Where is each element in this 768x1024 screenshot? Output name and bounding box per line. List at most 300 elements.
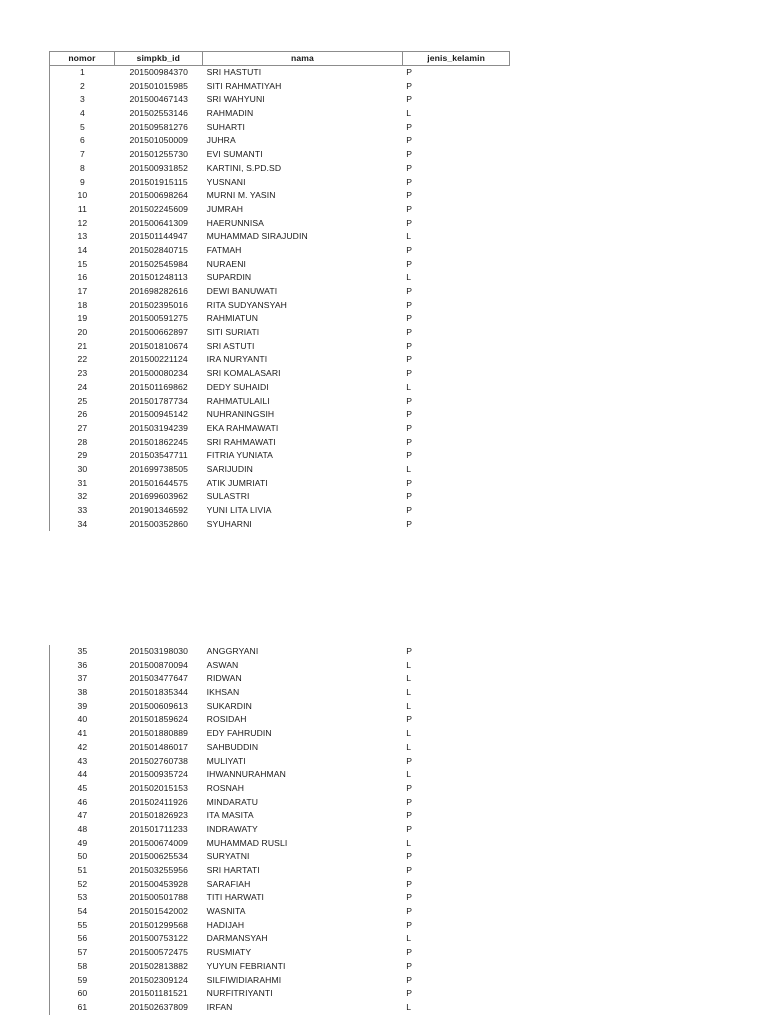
cell-simpkb-id: 201500221124 bbox=[129, 354, 188, 365]
cell-nama: SILFIWIDIARAHMI bbox=[206, 974, 282, 985]
table-row bbox=[49, 504, 510, 518]
table-row bbox=[49, 230, 510, 244]
cell-nama: SYUHARNI bbox=[206, 518, 252, 529]
cell-simpkb-id: 201503477647 bbox=[129, 673, 189, 684]
table-row bbox=[49, 148, 510, 162]
cell-nama: FATMAH bbox=[206, 244, 242, 255]
cell-simpkb-id: 201699738505 bbox=[129, 463, 189, 474]
cell-simpkb-id: 201500591275 bbox=[129, 313, 189, 324]
cell-nama: JUHRA bbox=[206, 135, 236, 146]
cell-nama: SRI HASTUTI bbox=[206, 67, 262, 77]
cell-nama: JUMRAH bbox=[206, 203, 244, 214]
cell-jenis-kelamin: L bbox=[406, 1001, 412, 1012]
cell-jenis-kelamin: P bbox=[406, 409, 413, 420]
cell-jenis-kelamin: P bbox=[406, 286, 413, 296]
table-row bbox=[49, 672, 510, 686]
cell-nomor: 41 bbox=[77, 728, 88, 739]
table-row bbox=[49, 312, 510, 326]
cell-nomor: 52 bbox=[77, 878, 88, 889]
cell-nama: SARAFIAH bbox=[206, 878, 251, 889]
table-row bbox=[49, 891, 510, 905]
cell-nama: SULASTRI bbox=[206, 491, 250, 502]
cell-jenis-kelamin: P bbox=[406, 217, 413, 228]
table-row bbox=[49, 974, 510, 988]
header-jenis-kelamin: jenis_kelamin bbox=[403, 52, 510, 65]
cell-simpkb-id: 201501862245 bbox=[129, 436, 189, 447]
table-row bbox=[49, 463, 510, 477]
table-row bbox=[49, 645, 510, 659]
cell-nomor: 34 bbox=[77, 518, 88, 529]
table-body bbox=[49, 645, 510, 1015]
cell-nama: SRI ASTUTI bbox=[206, 340, 255, 351]
cell-nama: SRI RAHMAWATI bbox=[206, 436, 276, 447]
cell-nomor: 8 bbox=[79, 162, 85, 173]
cell-simpkb-id: 201500352860 bbox=[129, 518, 189, 529]
cell-simpkb-id: 201503198030 bbox=[129, 646, 189, 656]
cell-nomor: 57 bbox=[77, 947, 88, 958]
cell-nomor: 33 bbox=[77, 505, 88, 515]
cell-nomor: 5 bbox=[79, 121, 85, 132]
cell-nomor: 48 bbox=[77, 823, 88, 834]
cell-nama: RAHMIATUN bbox=[206, 313, 259, 324]
cell-jenis-kelamin: P bbox=[406, 988, 413, 999]
cell-jenis-kelamin: P bbox=[406, 94, 413, 105]
cell-nomor: 7 bbox=[79, 149, 85, 160]
cell-simpkb-id: 201501810674 bbox=[129, 340, 189, 351]
cell-nomor: 50 bbox=[77, 851, 88, 862]
cell-nomor: 23 bbox=[77, 368, 88, 379]
cell-jenis-kelamin: P bbox=[406, 477, 413, 488]
table-row bbox=[49, 353, 510, 367]
cell-nama: EKA RAHMAWATI bbox=[206, 422, 279, 433]
cell-nama: IRFAN bbox=[206, 1001, 233, 1012]
table-page-1 bbox=[49, 51, 510, 531]
cell-simpkb-id: 201501711233 bbox=[129, 823, 188, 834]
table-row bbox=[49, 271, 510, 285]
cell-nomor: 12 bbox=[77, 217, 88, 228]
cell-jenis-kelamin: L bbox=[406, 687, 412, 698]
cell-nomor: 47 bbox=[77, 810, 88, 821]
table-row bbox=[49, 367, 510, 381]
table-row bbox=[49, 755, 510, 769]
cell-nomor: 40 bbox=[77, 714, 88, 725]
cell-jenis-kelamin: P bbox=[406, 491, 413, 502]
cell-nama: YUNI LITA LIVIA bbox=[206, 505, 272, 515]
cell-simpkb-id: 201500467143 bbox=[129, 94, 189, 105]
cell-nomor: 28 bbox=[77, 436, 88, 447]
cell-simpkb-id: 201501644575 bbox=[129, 477, 189, 488]
cell-nomor: 9 bbox=[79, 176, 85, 187]
cell-nama: INDRAWATY bbox=[206, 823, 258, 834]
cell-simpkb-id: 201698282616 bbox=[129, 286, 189, 296]
table-body bbox=[49, 66, 510, 531]
cell-jenis-kelamin: L bbox=[406, 463, 412, 474]
cell-jenis-kelamin: P bbox=[406, 796, 413, 807]
cell-nama: SITI SURIATI bbox=[206, 327, 260, 338]
cell-simpkb-id: 201500572475 bbox=[129, 947, 189, 958]
cell-simpkb-id: 201500609613 bbox=[129, 700, 189, 711]
cell-simpkb-id: 201503194239 bbox=[129, 422, 189, 433]
cell-simpkb-id: 201509581276 bbox=[129, 121, 189, 132]
cell-jenis-kelamin: L bbox=[406, 728, 412, 739]
cell-nomor: 29 bbox=[77, 450, 88, 461]
cell-nama: SITI RAHMATIYAH bbox=[206, 80, 282, 91]
cell-nomor: 44 bbox=[77, 769, 88, 780]
cell-nomor: 19 bbox=[77, 313, 88, 324]
cell-simpkb-id: 201500641309 bbox=[129, 217, 189, 228]
cell-simpkb-id: 201699603962 bbox=[129, 491, 189, 502]
cell-jenis-kelamin: P bbox=[406, 919, 413, 930]
cell-nama: DEDY SUHAIDI bbox=[206, 381, 269, 392]
cell-jenis-kelamin: P bbox=[406, 368, 413, 379]
table-row bbox=[49, 203, 510, 217]
table-row bbox=[49, 326, 510, 340]
cell-simpkb-id: 201500698264 bbox=[129, 190, 189, 201]
table-row bbox=[49, 107, 510, 121]
cell-nomor: 2 bbox=[79, 80, 85, 91]
cell-jenis-kelamin: P bbox=[406, 714, 413, 725]
cell-nomor: 36 bbox=[77, 659, 88, 670]
cell-nama: ROSIDAH bbox=[206, 714, 247, 725]
cell-nama: SUHARTI bbox=[206, 121, 245, 132]
cell-nama: MUHAMMAD RUSLI bbox=[206, 837, 288, 848]
cell-nama: FITRIA YUNIATA bbox=[206, 450, 274, 461]
cell-jenis-kelamin: L bbox=[406, 741, 412, 752]
cell-simpkb-id: 201501181521 bbox=[129, 988, 188, 999]
cell-simpkb-id: 201502545984 bbox=[129, 258, 189, 269]
table-row bbox=[49, 713, 510, 727]
cell-nomor: 46 bbox=[77, 796, 88, 807]
cell-jenis-kelamin: P bbox=[406, 395, 413, 406]
cell-nama: RAHMADIN bbox=[206, 108, 254, 119]
cell-nomor: 35 bbox=[77, 646, 88, 656]
cell-nama: DARMANSYAH bbox=[206, 933, 268, 944]
cell-jenis-kelamin: P bbox=[406, 436, 413, 447]
table-row bbox=[49, 946, 510, 960]
cell-nama: RUSMIATY bbox=[206, 947, 252, 958]
table-row bbox=[49, 340, 510, 354]
table-row bbox=[49, 477, 510, 491]
cell-nama: RAHMATULAILI bbox=[206, 395, 270, 406]
cell-nomor: 60 bbox=[77, 988, 88, 999]
table-row bbox=[49, 176, 510, 190]
cell-simpkb-id: 201501169862 bbox=[129, 381, 188, 392]
cell-nama: YUYUN FEBRIANTI bbox=[206, 960, 286, 971]
cell-nama: HADIJAH bbox=[206, 919, 245, 930]
cell-jenis-kelamin: P bbox=[406, 518, 413, 529]
table-row bbox=[49, 919, 510, 933]
cell-jenis-kelamin: P bbox=[406, 340, 413, 351]
table-row bbox=[49, 189, 510, 203]
cell-nomor: 51 bbox=[77, 865, 88, 875]
cell-jenis-kelamin: P bbox=[406, 505, 413, 515]
cell-nomor: 17 bbox=[77, 286, 88, 296]
cell-nomor: 38 bbox=[77, 687, 88, 698]
cell-simpkb-id: 201501144947 bbox=[129, 231, 188, 242]
cell-simpkb-id: 201500984370 bbox=[129, 67, 189, 77]
cell-nama: RIDWAN bbox=[206, 673, 242, 684]
cell-nomor: 32 bbox=[77, 491, 88, 502]
cell-simpkb-id: 201501542002 bbox=[129, 906, 189, 917]
cell-nama: SUPARDIN bbox=[206, 272, 252, 283]
cell-nomor: 49 bbox=[77, 837, 88, 848]
table-row bbox=[49, 121, 510, 135]
cell-nama: IRA NURYANTI bbox=[206, 354, 268, 365]
cell-nomor: 4 bbox=[79, 108, 85, 119]
cell-nomor: 45 bbox=[77, 782, 88, 793]
cell-jenis-kelamin: P bbox=[406, 299, 413, 310]
cell-jenis-kelamin: P bbox=[406, 203, 413, 214]
cell-jenis-kelamin: P bbox=[406, 258, 413, 269]
cell-jenis-kelamin: P bbox=[406, 906, 413, 917]
cell-simpkb-id: 201501050009 bbox=[129, 135, 189, 146]
cell-nama: SARIJUDIN bbox=[206, 463, 253, 474]
cell-nomor: 39 bbox=[77, 700, 88, 711]
table-row bbox=[49, 809, 510, 823]
cell-jenis-kelamin: P bbox=[406, 244, 413, 255]
cell-nama: MULIYATI bbox=[206, 755, 246, 766]
cell-nama: NUHRANINGSIH bbox=[206, 409, 275, 420]
table-row bbox=[49, 960, 510, 974]
cell-nomor: 6 bbox=[79, 135, 85, 146]
cell-jenis-kelamin: P bbox=[406, 162, 413, 173]
cell-simpkb-id: 201501880889 bbox=[129, 728, 189, 739]
cell-nomor: 15 bbox=[77, 258, 88, 269]
header-nomor: nomor bbox=[50, 52, 115, 65]
table-row bbox=[49, 217, 510, 231]
cell-nomor: 56 bbox=[77, 933, 88, 944]
cell-simpkb-id: 201502760738 bbox=[129, 755, 189, 766]
cell-nama: SRI WAHYUNI bbox=[206, 94, 265, 105]
cell-jenis-kelamin: L bbox=[406, 769, 412, 780]
cell-jenis-kelamin: L bbox=[406, 108, 412, 119]
cell-nomor: 24 bbox=[77, 381, 88, 392]
cell-nomor: 13 bbox=[77, 231, 88, 242]
cell-nomor: 1 bbox=[79, 67, 85, 77]
cell-simpkb-id: 201501915115 bbox=[129, 176, 188, 187]
cell-nomor: 59 bbox=[77, 974, 88, 985]
cell-jenis-kelamin: P bbox=[406, 450, 413, 461]
cell-simpkb-id: 201502245609 bbox=[129, 203, 189, 214]
cell-nama: ROSNAH bbox=[206, 782, 245, 793]
table-row bbox=[49, 490, 510, 504]
cell-nomor: 42 bbox=[77, 741, 88, 752]
table-row bbox=[49, 727, 510, 741]
table-row bbox=[49, 768, 510, 782]
cell-jenis-kelamin: P bbox=[406, 80, 413, 91]
cell-simpkb-id: 201500662897 bbox=[129, 327, 189, 338]
cell-nama: RITA SUDYANSYAH bbox=[206, 299, 287, 310]
cell-nomor: 26 bbox=[77, 409, 88, 420]
cell-jenis-kelamin: L bbox=[406, 673, 412, 684]
cell-simpkb-id: 201501255730 bbox=[129, 149, 189, 160]
cell-jenis-kelamin: P bbox=[406, 892, 413, 903]
cell-jenis-kelamin: P bbox=[406, 327, 413, 338]
cell-nama: YUSNANI bbox=[206, 176, 246, 187]
cell-jenis-kelamin: P bbox=[406, 878, 413, 889]
cell-simpkb-id: 201500453928 bbox=[129, 878, 189, 889]
cell-simpkb-id: 201501248113 bbox=[129, 272, 188, 283]
cell-jenis-kelamin: P bbox=[406, 947, 413, 958]
table-row bbox=[49, 436, 510, 450]
cell-nama: HAERUNNISA bbox=[206, 217, 265, 228]
cell-jenis-kelamin: P bbox=[406, 67, 413, 77]
table-row bbox=[49, 299, 510, 313]
table-row bbox=[49, 381, 510, 395]
table-row bbox=[49, 686, 510, 700]
cell-jenis-kelamin: P bbox=[406, 865, 413, 875]
cell-nama: NURFITRIYANTI bbox=[206, 988, 273, 999]
table-row bbox=[49, 422, 510, 436]
cell-jenis-kelamin: L bbox=[406, 659, 412, 670]
cell-jenis-kelamin: P bbox=[406, 135, 413, 146]
cell-simpkb-id: 201500625534 bbox=[129, 851, 189, 862]
cell-jenis-kelamin: L bbox=[406, 231, 412, 242]
cell-nama: SUKARDIN bbox=[206, 700, 252, 711]
cell-jenis-kelamin: L bbox=[406, 272, 412, 283]
cell-simpkb-id: 201503255956 bbox=[129, 865, 189, 875]
cell-nomor: 21 bbox=[77, 340, 88, 351]
table-row bbox=[49, 80, 510, 94]
cell-jenis-kelamin: P bbox=[406, 974, 413, 985]
table-row bbox=[49, 782, 510, 796]
table-row bbox=[49, 878, 510, 892]
table-header bbox=[49, 51, 510, 66]
cell-jenis-kelamin: L bbox=[406, 700, 412, 711]
cell-simpkb-id: 201901346592 bbox=[129, 505, 189, 515]
cell-jenis-kelamin: P bbox=[406, 176, 413, 187]
cell-jenis-kelamin: P bbox=[406, 851, 413, 862]
cell-simpkb-id: 201500935724 bbox=[129, 769, 189, 780]
cell-nomor: 61 bbox=[77, 1001, 88, 1012]
cell-nama: KARTINI, S.PD.SD bbox=[206, 162, 282, 173]
cell-nama: ANGGRYANI bbox=[206, 646, 259, 656]
cell-simpkb-id: 201502637809 bbox=[129, 1001, 189, 1012]
table-row bbox=[49, 258, 510, 272]
cell-nomor: 27 bbox=[77, 422, 88, 433]
cell-simpkb-id: 201501835344 bbox=[129, 687, 189, 698]
table-row bbox=[49, 932, 510, 946]
cell-nama: NURAENI bbox=[206, 258, 247, 269]
cell-nama: WASNITA bbox=[206, 906, 246, 917]
cell-jenis-kelamin: P bbox=[406, 810, 413, 821]
cell-simpkb-id: 201502813882 bbox=[129, 960, 189, 971]
cell-jenis-kelamin: P bbox=[406, 149, 413, 160]
cell-jenis-kelamin: P bbox=[406, 646, 413, 656]
cell-nomor: 43 bbox=[77, 755, 88, 766]
cell-nomor: 53 bbox=[77, 892, 88, 903]
table-row bbox=[49, 659, 510, 673]
cell-simpkb-id: 201501486017 bbox=[129, 741, 189, 752]
cell-nama: SRI HARTATI bbox=[206, 865, 260, 875]
cell-nomor: 14 bbox=[77, 244, 88, 255]
header-simpkb-id: simpkb_id bbox=[115, 52, 203, 65]
table-row bbox=[49, 518, 510, 532]
cell-nama: EVI SUMANTI bbox=[206, 149, 263, 160]
cell-nama: ATIK JUMRIATI bbox=[206, 477, 268, 488]
cell-nomor: 20 bbox=[77, 327, 88, 338]
cell-nomor: 25 bbox=[77, 395, 88, 406]
cell-simpkb-id: 201500080234 bbox=[129, 368, 189, 379]
cell-simpkb-id: 201502553146 bbox=[129, 108, 189, 119]
table-row bbox=[49, 244, 510, 258]
table-row bbox=[49, 741, 510, 755]
cell-simpkb-id: 201503547711 bbox=[129, 450, 188, 461]
cell-jenis-kelamin: P bbox=[406, 121, 413, 132]
cell-nomor: 16 bbox=[77, 272, 88, 283]
table-row bbox=[49, 408, 510, 422]
cell-nama: ASWAN bbox=[206, 659, 239, 670]
cell-simpkb-id: 201500501788 bbox=[129, 892, 189, 903]
cell-jenis-kelamin: P bbox=[406, 354, 413, 365]
table-row bbox=[49, 864, 510, 878]
cell-jenis-kelamin: P bbox=[406, 190, 413, 201]
table-row bbox=[49, 796, 510, 810]
table-row bbox=[49, 700, 510, 714]
cell-nama: SAHBUDDIN bbox=[206, 741, 259, 752]
cell-jenis-kelamin: L bbox=[406, 837, 412, 848]
cell-simpkb-id: 201502309124 bbox=[129, 974, 189, 985]
header-nama: nama bbox=[203, 52, 404, 65]
cell-nama: MURNI M. YASIN bbox=[206, 190, 276, 201]
table-page-2 bbox=[49, 645, 510, 1015]
table-row bbox=[49, 850, 510, 864]
cell-nomor: 3 bbox=[79, 94, 85, 105]
cell-jenis-kelamin: P bbox=[406, 755, 413, 766]
cell-jenis-kelamin: L bbox=[406, 381, 412, 392]
cell-nama: IHWANNURAHMAN bbox=[206, 769, 286, 780]
cell-nama: EDY FAHRUDIN bbox=[206, 728, 272, 739]
cell-nomor: 31 bbox=[77, 477, 88, 488]
cell-simpkb-id: 201500945142 bbox=[129, 409, 189, 420]
cell-simpkb-id: 201502395016 bbox=[129, 299, 189, 310]
cell-nomor: 18 bbox=[77, 299, 88, 310]
cell-nama: DEWI BANUWATI bbox=[206, 286, 278, 296]
cell-nomor: 10 bbox=[77, 190, 88, 201]
cell-nama: TITI HARWATI bbox=[206, 892, 265, 903]
cell-nama: MINDARATU bbox=[206, 796, 259, 807]
cell-nama: SURYATNI bbox=[206, 851, 250, 862]
cell-nama: ITA MASITA bbox=[206, 810, 254, 821]
cell-simpkb-id: 201501859624 bbox=[129, 714, 189, 725]
cell-simpkb-id: 201502015153 bbox=[129, 782, 189, 793]
table-row bbox=[49, 987, 510, 1001]
table-row bbox=[49, 449, 510, 463]
cell-nomor: 58 bbox=[77, 960, 88, 971]
cell-jenis-kelamin: P bbox=[406, 313, 413, 324]
cell-simpkb-id: 201500931852 bbox=[129, 162, 189, 173]
cell-jenis-kelamin: P bbox=[406, 422, 413, 433]
table-row bbox=[49, 823, 510, 837]
cell-simpkb-id: 201501015985 bbox=[129, 80, 189, 91]
table-row bbox=[49, 905, 510, 919]
table-row bbox=[49, 285, 510, 299]
table-row bbox=[49, 93, 510, 107]
table-row bbox=[49, 837, 510, 851]
cell-simpkb-id: 201500753122 bbox=[129, 933, 189, 944]
cell-jenis-kelamin: P bbox=[406, 782, 413, 793]
cell-nomor: 37 bbox=[77, 673, 88, 684]
cell-nama: IKHSAN bbox=[206, 687, 240, 698]
cell-simpkb-id: 201501299568 bbox=[129, 919, 189, 930]
table-row bbox=[49, 162, 510, 176]
table-row bbox=[49, 66, 510, 80]
cell-jenis-kelamin: L bbox=[406, 933, 412, 944]
cell-jenis-kelamin: P bbox=[406, 823, 413, 834]
cell-nomor: 54 bbox=[77, 906, 88, 917]
cell-nomor: 30 bbox=[77, 463, 88, 474]
table-row bbox=[49, 134, 510, 148]
